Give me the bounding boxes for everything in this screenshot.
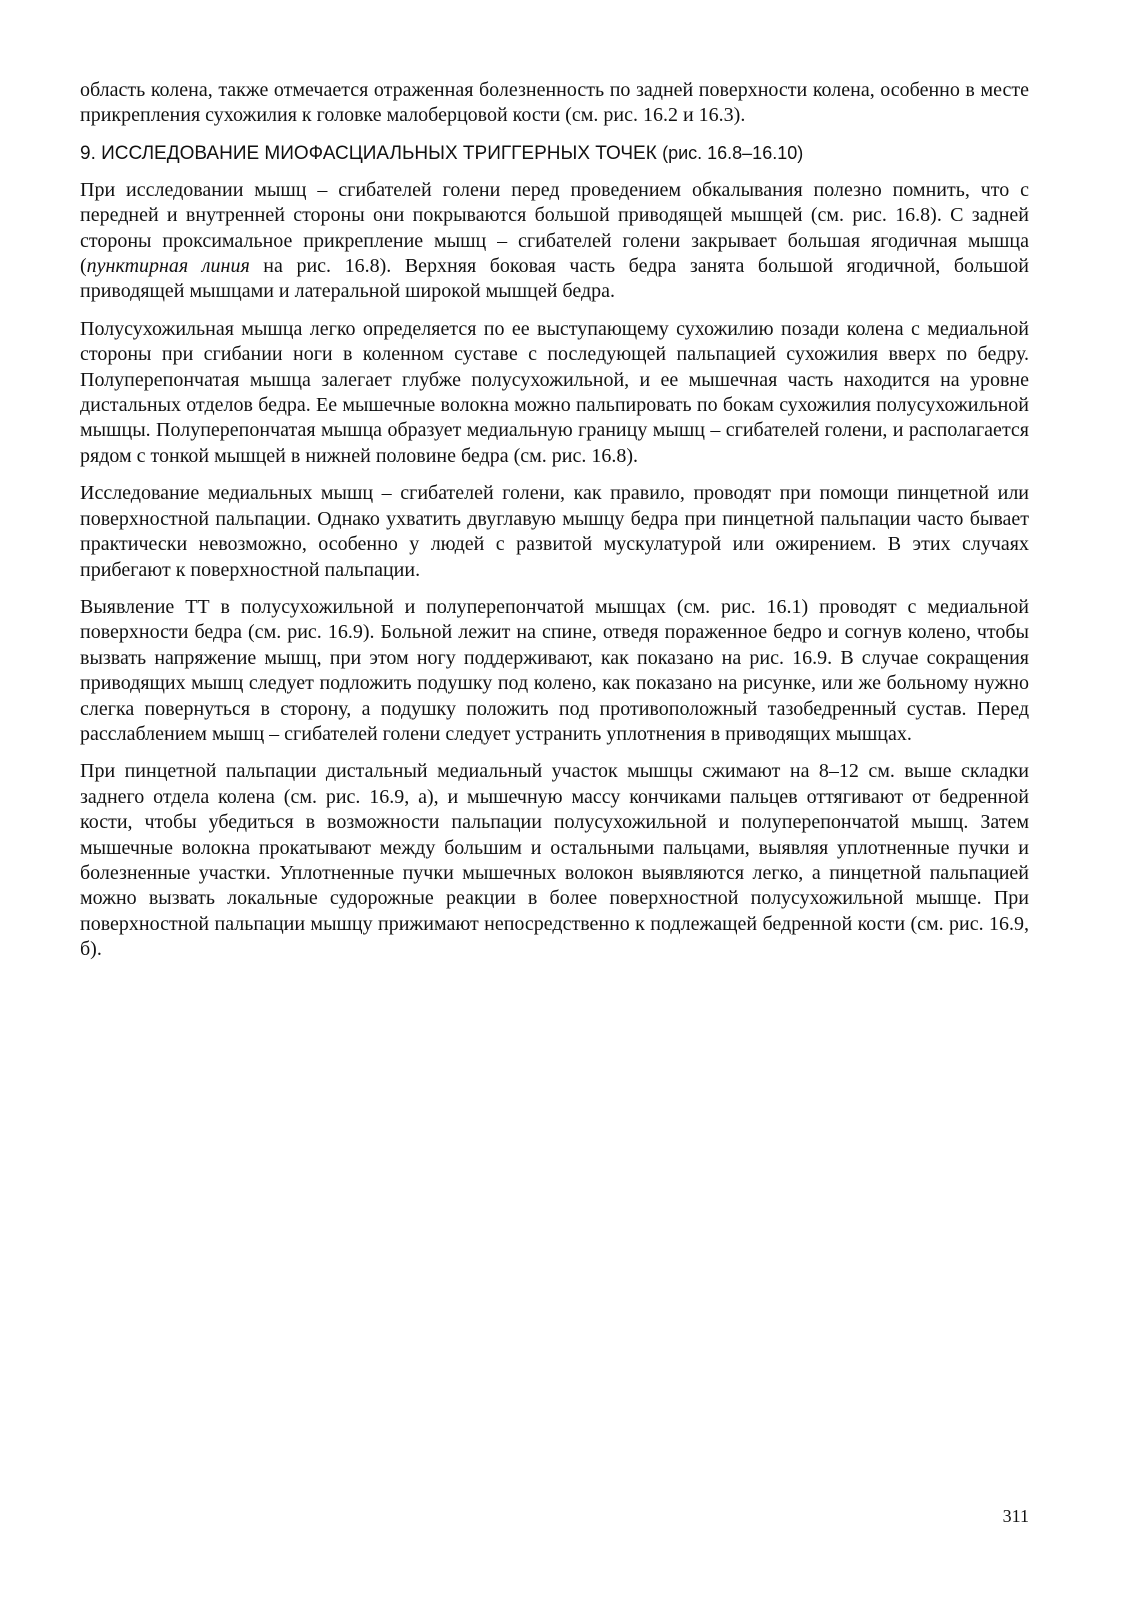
paragraph-1-italic-term: пунктирная линия	[86, 255, 250, 278]
page-number: 311	[1002, 1506, 1029, 1526]
paragraph-1-text-a: При исследовании мышц – сгибателей голени перед проведением обкалывания полезно помнить, что с передней и внутренней стороны они покрываются большой приводящей мышцей (см. рис. 16.8). С задней стороны проксимальное прикрепление мышц – сгибателей голени закрывает большая ягодичная мышца (	[80, 178, 1029, 278]
page-body	[80, 78, 1029, 975]
section-heading	[80, 141, 1029, 166]
section-heading-title: 9. ИССЛЕДОВАНИЕ МИОФАСЦИАЛЬНЫХ ТРИГГЕРНЫХ ТОЧЕК	[80, 142, 657, 164]
paragraph-1	[80, 178, 1029, 305]
paragraph-1-text-b: на рис. 16.8). Верхняя боковая часть бедра занята большой ягодичной, большой приводящей мышцами и латеральной широкой мышцей бедра.	[80, 255, 1029, 303]
paragraph-4: Выявление ТТ в полусухожильной и полуперепончатой мышцах (см. рис. 16.1) проводят с медиальной поверхности бедра (см. рис. 16.9). Больной лежит на спине, отведя пораженное бедро и согнув колено, чтобы вызвать напряжение мышц, при этом ногу поддерживают, как показано на рис. 16.9. В случае сокращения приводящих мышц следует подложить подушку под колено, как показано на рисунке, или же больному нужно слегка повернуться в сторону, а подушку положить под противоположный тазобедренный сустав. Перед расслаблением мышц – сгибателей голени следует устранить уплотнения в приводящих мышцах.	[80, 595, 1029, 745]
paragraph-5: При пинцетной пальпации дистальный медиальный участок мышцы сжимают на 8–12 см. выше складки заднего отдела колена (см. рис. 16.9, а), и мышечную массу кончиками пальцев оттягивают от бедренной кости, чтобы убедиться в возможности пальпации полусухожильной и полуперепончатой мышц. Затем мышечные волокна прокатывают между большим и остальными пальцами, выявляя уплотненные пучки и болезненные участки. Уплотненные пучки мышечных волокон выявляются легко, а пинцетной пальпацией можно вызвать локальные судорожные реакции в более поверхностной полусухожильной мышце. При поверхностной пальпации мышцу прижимают непосредственно к подлежащей бедренной кости (см. рис. 16.9, б).	[80, 760, 1029, 961]
paragraph-2: Полусухожильная мышца легко определяется по ее выступающему сухожилию позади колена с медиальной стороны при сгибании ноги в коленном суставе с последующей пальпацией сухожилия вверх по бедру. Полуперепончатая мышца залегает глубже полусухожильной, и ее мышечная часть находится на уровне дистальных отделов бедра. Ее мышечные волокна можно пальпировать по бокам сухожилия полусухожильной мышцы. Полуперепончатая мышца образует медиальную границу мышц – сгибателей голени, и располагается рядом с тонкой мышцей в нижней половине бедра (см. рис. 16.8).	[80, 317, 1029, 467]
paragraph-intro: область колена, также отмечается отраженная болезненность по задней поверхности колена, особенно в месте прикрепления сухожилия к головке малоберцовой кости (см. рис. 16.2 и 16.3).	[80, 79, 1029, 127]
section-heading-figure-ref: (рис. 16.8–16.10)	[662, 142, 804, 163]
paragraph-3: Исследование медиальных мышц – сгибателей голени, как правило, проводят при помощи пинцетной или поверхностной пальпации. Однако ухватить двуглавую мышцу бедра при пинцетной пальпации часто бывает практически невозможно, особенно у людей с развитой мускулатурой или ожирением. В этих случаях прибегают к поверхностной пальпации.	[80, 482, 1029, 581]
